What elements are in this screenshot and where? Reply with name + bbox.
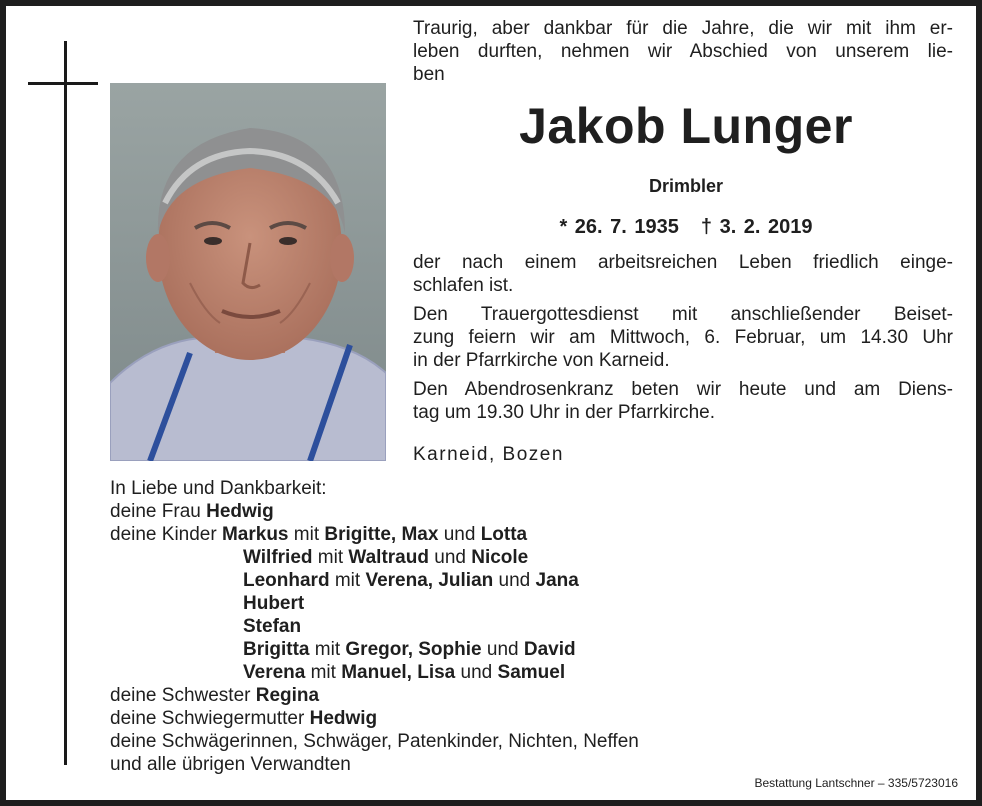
wife-name: Hedwig xyxy=(206,501,274,522)
family-member-name: Verena, Julian xyxy=(365,570,494,591)
connector-text: und xyxy=(455,662,498,683)
birth-date: * 26. 7. 1935 xyxy=(559,216,679,238)
connector-text: und xyxy=(493,570,536,591)
place-line: Karneid, Bozen xyxy=(413,444,564,465)
child-family-row xyxy=(110,592,970,615)
text-line: Den Abendrosenkranz beten wir heute und am Diens- xyxy=(413,379,953,400)
text-line: Den Trauergottesdienst mit anschließender Beiset- xyxy=(413,304,953,325)
connector-text: mit xyxy=(305,662,342,683)
row-prefix: deine Kinder xyxy=(110,524,222,545)
family-member-name: Hubert xyxy=(243,593,305,614)
intro-text xyxy=(413,17,953,86)
funeral-home-credit: Bestattung Lantschner – 335/5723016 xyxy=(754,776,958,790)
children-rows xyxy=(110,523,970,684)
deceased-nickname: Drimbler xyxy=(648,176,724,196)
intro-line: Traurig, aber dankbar für die Jahre, die wir mit ihm er- xyxy=(413,18,953,39)
obituary-notice xyxy=(6,6,976,800)
family-member-name: David xyxy=(523,639,576,660)
family-member-name: Manuel, Lisa xyxy=(341,662,456,683)
family-member-name: Nicole xyxy=(471,547,529,568)
portrait-illustration xyxy=(110,83,386,461)
mother-in-law-name: Hedwig xyxy=(309,708,378,729)
child-family-row xyxy=(110,615,970,638)
text-line: tag um 19.30 Uhr in der Pfarrkirche. xyxy=(413,402,716,423)
relatives-row: und alle übrigen Verwandten xyxy=(110,754,351,775)
mother-in-law-row xyxy=(110,707,970,730)
connector-text: und xyxy=(428,547,472,568)
child-family-row xyxy=(110,661,970,684)
family-member-name: Samuel xyxy=(497,662,566,683)
in-laws-row: deine Schwägerinnen, Schwäger, Patenkinder, Nichten, Neffen xyxy=(110,731,639,752)
family-member-name: Stefan xyxy=(243,616,302,637)
cross-horizontal-bar xyxy=(28,82,98,85)
sister-row xyxy=(110,684,970,707)
child-family-row xyxy=(110,569,970,592)
intro-line: ben xyxy=(413,64,445,85)
family-member-name: Wilfried xyxy=(243,547,313,568)
announcement-text xyxy=(413,251,953,430)
sister-name: Regina xyxy=(255,685,320,706)
row-prefix: deine Frau xyxy=(110,501,207,522)
row-prefix: deine Schwiegermutter xyxy=(110,708,310,729)
family-member-name: Brigitte, Max xyxy=(324,524,439,545)
family-member-name: Verena xyxy=(243,662,306,683)
text-line: der nach einem arbeitsreichen Leben friedlich einge- xyxy=(413,252,953,273)
paragraph-passing xyxy=(413,251,953,297)
portrait-photo xyxy=(110,83,386,461)
intro-line: leben durften, nehmen wir Abschied von unserem lie- xyxy=(413,41,953,62)
row-prefix: deine Schwester xyxy=(110,685,256,706)
cross-vertical-bar xyxy=(64,41,67,765)
connector-text: mit xyxy=(288,524,325,545)
family-member-name: Brigitta xyxy=(243,639,310,660)
deceased-name: Jakob Lunger xyxy=(519,98,853,154)
text-line: schlafen ist. xyxy=(413,275,514,296)
text-line: zung feiern wir am Mittwoch, 6. Februar, um 14.30 Uhr xyxy=(413,327,953,348)
connector-text: mit xyxy=(312,547,349,568)
death-date: † 3. 2. 2019 xyxy=(700,216,813,238)
life-dates xyxy=(386,216,976,239)
mourners-list xyxy=(110,477,970,776)
paragraph-funeral-service xyxy=(413,303,953,372)
family-member-name: Lotta xyxy=(480,524,528,545)
mourners-opening: In Liebe und Dankbarkeit: xyxy=(110,478,327,499)
family-member-name: Waltraud xyxy=(348,547,429,568)
child-family-row xyxy=(110,546,970,569)
family-member-name: Jana xyxy=(535,570,579,591)
connector-text: und xyxy=(481,639,524,660)
wife-row xyxy=(110,500,970,523)
connector-text: mit xyxy=(329,570,366,591)
child-family-row xyxy=(110,523,970,546)
text-line: in der Pfarrkirche von Karneid. xyxy=(413,350,670,371)
family-member-name: Gregor, Sophie xyxy=(345,639,482,660)
child-family-row xyxy=(110,638,970,661)
family-member-name: Leonhard xyxy=(243,570,330,591)
connector-text: mit xyxy=(309,639,346,660)
family-member-name: Markus xyxy=(221,524,289,545)
connector-text: und xyxy=(438,524,481,545)
paragraph-rosary xyxy=(413,378,953,424)
